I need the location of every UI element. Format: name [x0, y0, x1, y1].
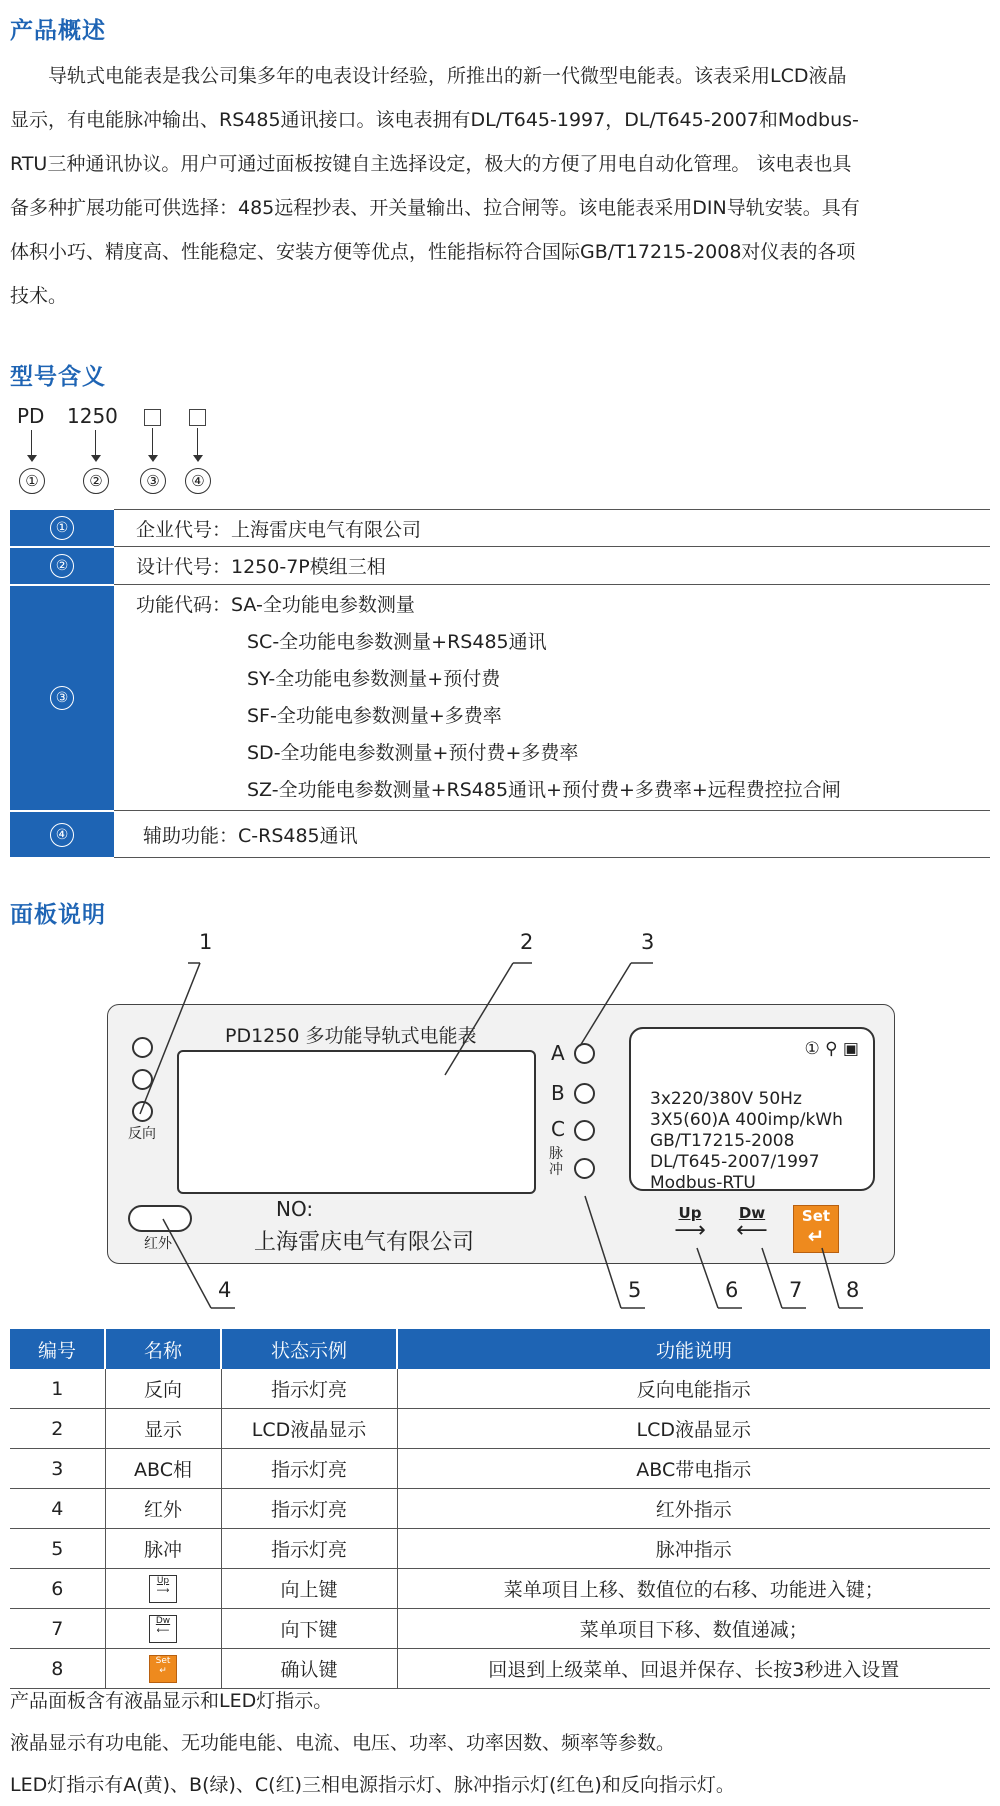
overview-line: 体积小巧、精度高、性能稳定、安装方便等优点，性能指标符合国际GB/T17215-2008对仪表的各项: [10, 241, 856, 263]
panel-notes: [10, 1680, 735, 1806]
left-arrow-icon: ⟵: [736, 1218, 768, 1243]
set-key[interactable]: Set ↵: [793, 1205, 839, 1253]
overview-line: 导轨式电能表是我公司集多年的电表设计经验，所推出的新一代微型电能表。该表采用LCD液晶: [48, 65, 847, 87]
header-cell: 功能说明: [397, 1329, 990, 1369]
plate-specs: 3x220/380V 50Hz 3X5(60)A 400imp/kWh GB/T17215-2008 DL/T645-2007/1997 Modbus-RTU: [650, 1089, 843, 1193]
header-cell: 状态示例: [221, 1329, 397, 1369]
down-key-icon: Dw ⟵: [105, 1609, 221, 1649]
reverse-label: 反向: [128, 1126, 156, 1142]
note-line: LED灯指示有A(黄)、B(绿)、C(红)三相电源指示灯、脉冲指示灯(红色)和反向指示灯。: [10, 1774, 735, 1796]
table-row: 5 脉冲 指示灯亮 脉冲指示: [10, 1529, 990, 1569]
function-code-line: 功能代码：SA-全功能电参数测量: [136, 593, 415, 616]
panel-title: 面板说明: [10, 902, 106, 928]
pulse-label: 脉 冲: [549, 1146, 563, 1178]
function-table: [10, 1329, 990, 1689]
marker-2: ②: [83, 468, 109, 494]
overview-title: 产品概述: [10, 18, 106, 44]
plate-icons: ① ⚲ ▣: [804, 1039, 859, 1059]
meaning-desc: 企业代号：上海雷庆电气有限公司: [114, 510, 990, 547]
table-row: 2 显示 LCD液晶显示 LCD液晶显示: [10, 1409, 990, 1449]
callout-7: 7: [789, 1278, 803, 1302]
callout-1: 1: [199, 930, 213, 954]
leader-4: [163, 1219, 211, 1308]
enter-icon: ↵: [807, 1224, 825, 1248]
table-row: 1 反向 指示灯亮 反向电能指示: [10, 1369, 990, 1409]
callout-2: 2: [520, 930, 534, 954]
callout-4: 4: [218, 1278, 232, 1302]
function-code-line: SC-全功能电参数测量+RS485通讯: [247, 630, 547, 653]
device-title: PD1250 多功能导轨式电能表: [225, 1025, 477, 1047]
model-prefix: PD: [17, 404, 45, 428]
function-code-line: SY-全功能电参数测量+预付费: [247, 667, 501, 690]
meaning-desc: 辅助功能：C-RS485通讯: [114, 811, 990, 858]
marker-1: ①: [19, 468, 45, 494]
callout-3: 3: [641, 930, 655, 954]
function-table-header: [10, 1329, 990, 1369]
table-row: 6 Up ⟶ 向上键 菜单项目上移、数值位的右移、功能进入键；: [10, 1569, 990, 1609]
function-code-line: SF-全功能电参数测量+多费率: [247, 704, 502, 727]
table-row: 3 ABC相 指示灯亮 ABC带电指示: [10, 1449, 990, 1489]
meaning-desc: 设计代号：1250-7P模组三相: [114, 547, 990, 585]
leader-3: [580, 963, 631, 1046]
model-title: 型号含义: [10, 364, 106, 390]
model-code: 1250: [67, 404, 118, 428]
table-row: 8 Set ↵ 确认键 回退到上级菜单、回退并保存、长按3秒进入设置: [10, 1649, 990, 1689]
header-cell: 编号: [10, 1329, 105, 1369]
meaning-num: ①: [10, 510, 114, 547]
leader-6: [697, 1248, 718, 1308]
meaning-num: ②: [10, 547, 114, 585]
header-cell: 名称: [105, 1329, 221, 1369]
overview-line: RTU三种通讯协议。用户可通过面板按键自主选择设定，极大的方便了用电自动化管理。 该电表也具: [10, 153, 852, 175]
right-arrow-icon: ⟶: [674, 1218, 706, 1243]
phase-a-label: A: [551, 1041, 565, 1065]
up-key-icon: Up ⟶: [105, 1569, 221, 1609]
callout-8: 8: [846, 1278, 860, 1302]
ir-label: 红外: [144, 1236, 172, 1252]
meaning-num: ④: [10, 811, 114, 858]
meaning-num: ③: [10, 585, 114, 811]
phase-c-label: C: [551, 1117, 565, 1141]
callout-6: 6: [725, 1278, 739, 1302]
callout-5: 5: [628, 1278, 642, 1302]
company-name: 上海雷庆电气有限公司: [254, 1230, 475, 1255]
overview-line: 显示，有电能脉冲输出、RS485通讯接口。该电表拥有DL/T645-1997，DL/T645-2007和Modbus-: [10, 109, 859, 131]
leader-2: [445, 963, 513, 1075]
leader-1: [140, 963, 200, 1114]
set-key-icon: Set ↵: [105, 1649, 221, 1689]
table-row: 4 红外 指示灯亮 红外指示: [10, 1489, 990, 1529]
leader-5: [585, 1196, 621, 1308]
no-label: NO:: [276, 1197, 314, 1221]
table-row: 7 Dw ⟵ 向下键 菜单项目下移、数值递减；: [10, 1609, 990, 1649]
note-line: 产品面板含有液晶显示和LED灯指示。: [10, 1690, 333, 1712]
marker-4: ④: [185, 468, 211, 494]
overview-line: 技术。: [10, 285, 68, 307]
function-code-line: SZ-全功能电参数测量+RS485通讯+预付费+多费率+远程费控拉合闸: [247, 778, 841, 801]
phase-b-label: B: [551, 1081, 565, 1105]
leader-8: [822, 1248, 839, 1308]
overview-line: 备多种扩展功能可供选择：485远程抄表、开关量输出、拉合闸等。该电能表采用DIN导轨安装。具有: [10, 197, 860, 219]
note-line: 液晶显示有功电能、无功能电能、电流、电压、功率、功率因数、频率等参数。: [10, 1732, 676, 1754]
marker-3: ③: [140, 468, 166, 494]
up-key[interactable]: Up ⟶: [668, 1204, 712, 1240]
down-key[interactable]: Dw ⟵: [730, 1204, 774, 1240]
leader-7: [762, 1248, 782, 1308]
function-code-line: SD-全功能电参数测量+预付费+多费率: [247, 741, 579, 764]
